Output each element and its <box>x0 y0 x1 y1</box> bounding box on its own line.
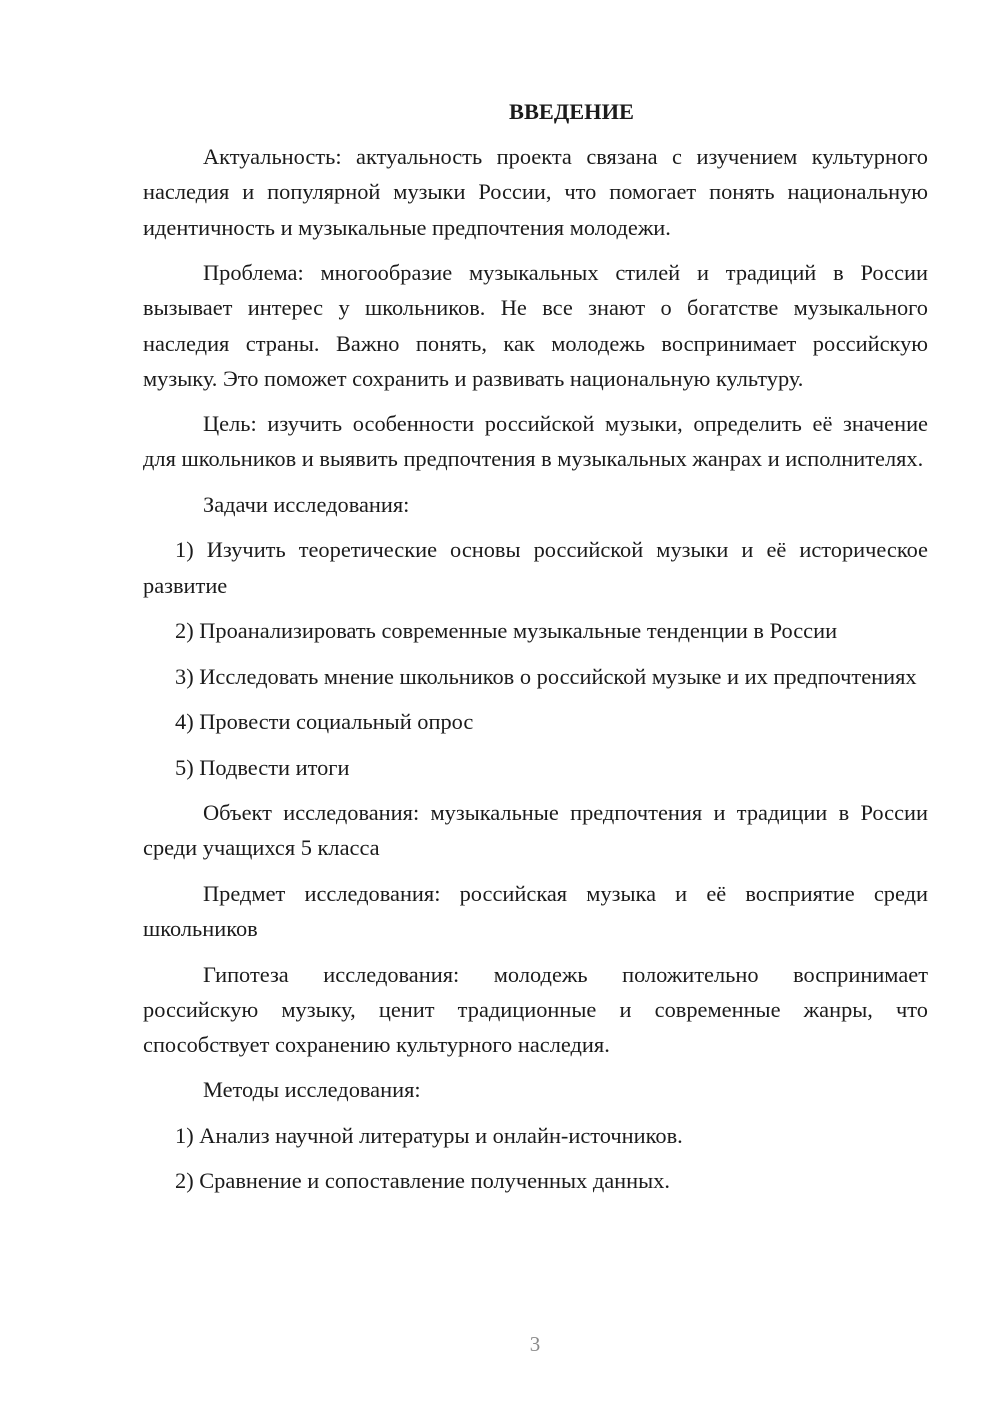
task-item-2: 2) Проанализировать современные музыкальные тенденции в России <box>175 618 838 644</box>
method-item-1: 1) Анализ научной литературы и онлайн-источников. <box>175 1122 683 1148</box>
relevance-paragraph: Актуальность: актуальность проекта связана с изучением культурного наследия и популярной музыки России, что помогает понять национальную идентичность и музыкальные предпочтения молодежи. <box>143 144 928 240</box>
subject-paragraph: Предмет исследования: российская музыка и её восприятие среди школьников <box>143 880 928 942</box>
methods-heading: Методы исследования: <box>203 1077 421 1103</box>
method-item-2: 2) Сравнение и сопоставление полученных данных. <box>175 1168 670 1194</box>
problem-paragraph: Проблема: многообразие музыкальных стилей и традиций в России вызывает интерес у школьников. Не все знают о богатстве музыкального наследия страны. Важно понять, как молодежь воспринимает российскую музыку. Это поможет сохранить и развивать национальную культуру. <box>143 260 928 391</box>
task-item-1: 1) Изучить теоретические основы российской музыки и её историческое развитие <box>143 537 928 598</box>
object-paragraph: Объект исследования: музыкальные предпочтения и традиции в России среди учащихся 5 класса <box>143 800 928 861</box>
hypothesis-paragraph: Гипотеза исследования: молодежь положительно воспринимает российскую музыку, ценит традиционные и современные жанры, что способствует сохранению культурного наследия. <box>143 961 928 1057</box>
tasks-heading: Задачи исследования: <box>203 491 410 517</box>
page-content <box>143 94 928 1209</box>
page-number: 3 <box>529 1332 541 1356</box>
section-heading <box>143 94 928 129</box>
task-item-3: 3) Исследовать мнение школьников о российской музыке и их предпочтениях <box>175 663 917 689</box>
goal-paragraph: Цель: изучить особенности российской музыки, определить её значение для школьников и выявить предпочтения в музыкальных жанрах и исполнителях. <box>143 411 928 472</box>
task-item-5: 5) Подвести итоги <box>175 754 350 780</box>
section-heading-text: ВВЕДЕНИЕ <box>509 99 634 124</box>
task-item-4: 4) Провести социальный опрос <box>175 709 474 735</box>
